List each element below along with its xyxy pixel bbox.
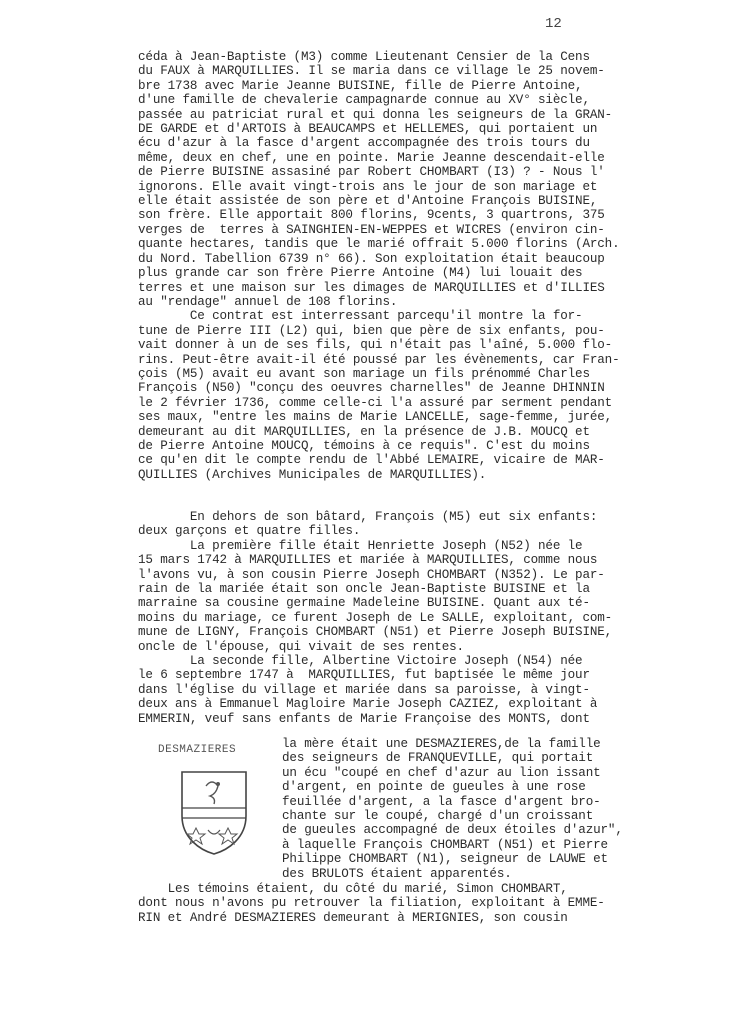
paragraph-block-2: En dehors de son bâtard, François (M5) eut six enfants: deux garçons et quatre filles. La première fille était Henriette Joseph (N52) née le 15 mars 1742 à MARQUILLIES et mariée à MARQUILLIES, comme nous l'avons vu, à son cousin Pierre Joseph CHOMBART (N352). Le par- rain de la mariée était son oncle Jean-Baptiste BUISINE et la marraine sa cousine germaine Madeleine BUISINE. Quant aux té- moins du mariage, ce furent Joseph de Le SALLE, exploitant, com- mune de LIGNY, François CHOMBART (N51) et Pierre Joseph BUISINE, oncle de l'épouse, qui vivait de ses rentes. La seconde fille, Albertine Victoire Joseph (N54) née le 6 septembre 1747 à MARQUILLIES, fut baptisée le même jour dans l'église du village et mariée dans sa paroisse, à vingt- deux ans à Emmanuel Magloire Marie Joseph CAZIEZ, exploitant à EMMERIN, veuf sans enfants de Marie Françoise des MONTS, dont: [138, 510, 613, 726]
page-number: 12: [545, 16, 562, 32]
coat-of-arms-label: DESMAZIERES: [158, 744, 237, 756]
paragraph-block-3: la mère était une DESMAZIERES,de la famille des seigneurs de FRANQUEVILLE, qui portait un écu "coupé en chef d'azur au lion issant d'argent, en pointe de gueules à une rose feuillée d'argent, a la fasce d'argent bro- chante sur le coupé, chargé d'un croissant de gueules accompagné de deux étoiles d'azur", à laquelle François CHOMBART (N51) et Pierre Philippe CHOMBART (N1), seigneur de LAUWE et des BRULOTS étaient apparentés.: [282, 737, 623, 881]
shield-icon: [178, 768, 250, 856]
coat-of-arms-figure: [150, 744, 275, 864]
paragraph-block-1: céda à Jean-Baptiste (M3) comme Lieutenant Censier de la Cens du FAUX à MARQUILLIES. Il se maria dans ce village le 25 novem- bre 1738 avec Marie Jeanne BUISINE, fille de Pierre Antoine, d'une famille de chevalerie campagnarde connue au XV° siècle, passée au patriciat rural et qui donna les seigneurs de la GRAN- DE GARDE et d'ARTOIS à BEAUCAMPS et HELLEMES, qui portaient un écu d'azur à la fasce d'argent accompagnée des trois tours du même, deux en chef, une en pointe. Marie Jeanne descendait-elle de Pierre BUISINE assasiné par Robert CHOMBART (I3) ? - Nous l' ignorons. Elle avait vingt-trois ans le jour de son mariage et elle était assistée de son père et d'Antoine François BUISINE, son frère. Elle apportait 800 florins, 9cents, 3 quartrons, 375 verges de terres à SAINGHIEN-EN-WEPPES et WICRES (environ cin- quante hectares, tandis que le marié offrait 5.000 florins (Arch. du Nord. Tabellion 6739 n° 66). Son exploitation était beaucoup plus grande car son frère Pierre Antoine (M4) lui louait des terres et une maison sur les dimages de MARQUILLIES et d'ILLIES au "rendage" annuel de 108 florins. Ce contrat est interressant parcequ'il montre la for- tune de Pierre III (L2) qui, bien que père de six enfants, pou- vait donner à un de ses fils, qui n'était pas l'aîné, 5.000 flo- rins. Peut-être avait-il été poussé par les évènements, car Fran- çois (M5) avait eu avant son mariage un fils prénommé Charles François (N50) "conçu des oeuvres charnelles" de Jeanne DHINNIN le 2 février 1736, comme celle-ci l'a assuré par serment pendant ses maux, "entre les mains de Marie LANCELLE, sage-femme, jurée, demeurant au dit MARQUILLIES, en la présence de J.B. MOUCQ et de Pierre Antoine MOUCQ, témoins à ce requis". C'est du moins ce qu'en dit le compte rendu de l'Abbé LEMAIRE, vicaire de MAR- QUILLIES (Archives Municipales de MARQUILLIES).: [138, 50, 620, 482]
paragraph-block-4: Les témoins étaient, du côté du marié, Simon CHOMBART, dont nous n'avons pu retrouver la filiation, exploitant à EMME- RIN et André DESMAZIERES demeurant à MERIGNIES, son cousin: [138, 882, 605, 925]
